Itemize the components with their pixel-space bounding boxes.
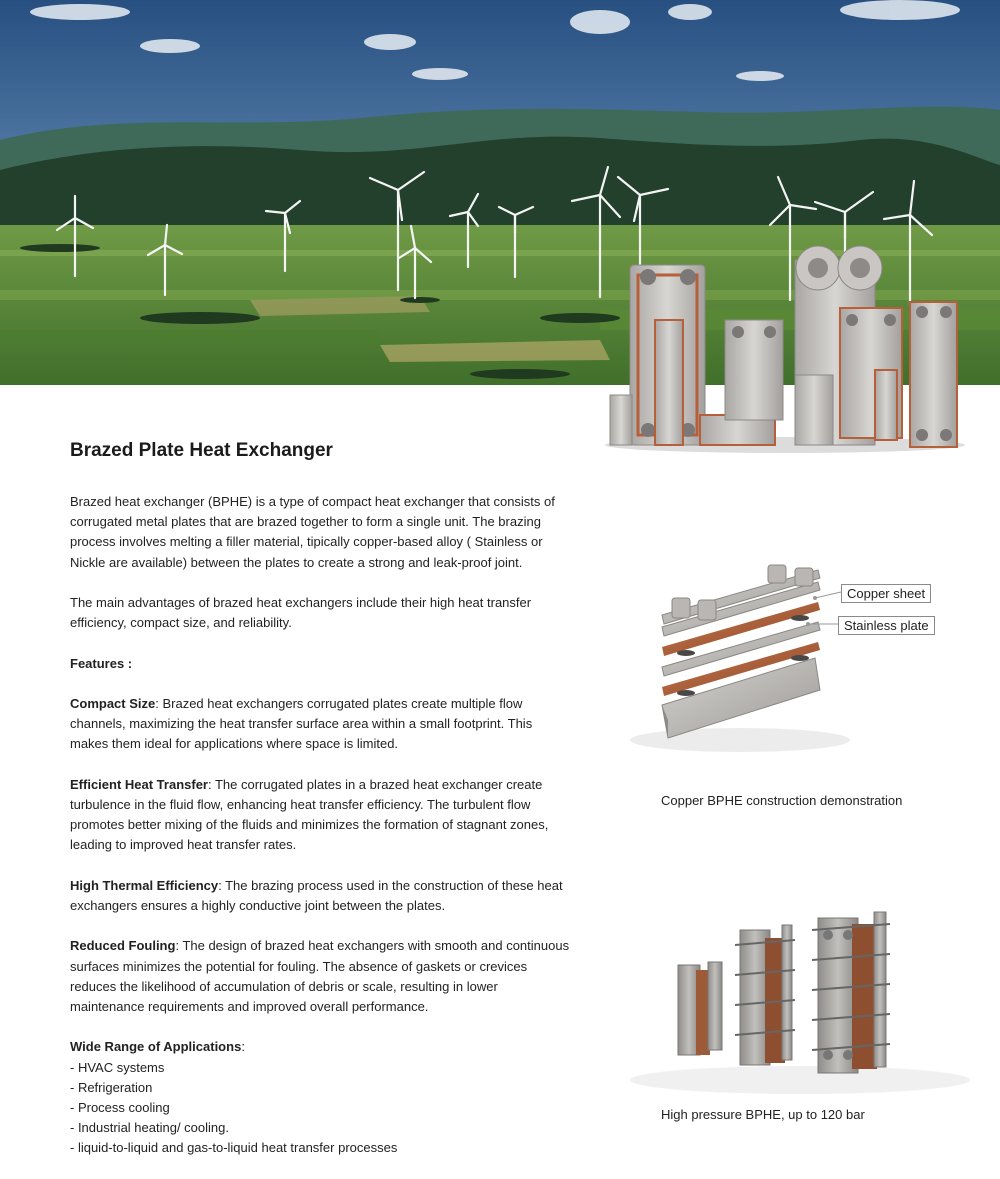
feature-high-thermal-efficiency bbox=[70, 876, 570, 916]
construction-caption: Copper BPHE construction demonstration bbox=[661, 793, 903, 808]
applications-heading: Wide Range of Applications: bbox=[70, 1039, 245, 1055]
intro-paragraph: Brazed heat exchanger (BPHE) is a type of compact heat exchanger that consists of corrugated metal plates that are brazed together to form a single unit. The brazing process involves melting a filler material, tipically copper-based alloy ( Stainless or Nickle are available) between the plates to create a strong and leak-proof joint. bbox=[70, 494, 555, 570]
feature-text: : The brazing process used in the construction of these heat exchangers ensures a highly conductive joint between the plates. bbox=[70, 877, 563, 913]
feature-text: : The design of brazed heat exchangers with smooth and continuous surfaces minimizes the potential for fouling. The absence of gaskets or crevices reduces the likelihood of accumulation of debris or scale, resulting in lower maintenance requirements and improved overall performance. bbox=[70, 938, 570, 1014]
feature-compact-size bbox=[70, 694, 570, 755]
list-item: - HVAC systems bbox=[70, 1059, 165, 1075]
stainless-plate-label: Stainless plate bbox=[838, 616, 935, 635]
list-item: - Industrial heating/ cooling. bbox=[70, 1120, 229, 1136]
feature-name: Compact Size bbox=[70, 695, 156, 711]
list-item: - Process cooling bbox=[70, 1099, 170, 1115]
page-title: Brazed Plate Heat Exchanger bbox=[70, 440, 333, 461]
feature-name: Reduced Fouling bbox=[70, 938, 176, 954]
high-pressure-figure bbox=[600, 890, 980, 1110]
feature-name: Efficient Heat Transfer bbox=[70, 776, 208, 792]
feature-text: : Brazed heat exchangers corrugated plates create multiple flow channels, maximizing the heat transfer surface area within a small footprint. This makes them ideal for applications where space is limited. bbox=[70, 695, 533, 752]
feature-efficient-heat-transfer bbox=[70, 775, 570, 856]
feature-text: : The corrugated plates in a brazed heat exchanger create turbulence in the fluid flow, enhancing heat transfer efficiency. The turbulent flow promotes better mixing of the fluids and minimizes the formation of stagnant zones, leading to improved heat transfer rates. bbox=[70, 776, 549, 853]
products-image bbox=[600, 240, 970, 455]
article-body bbox=[70, 492, 570, 1159]
copper-sheet-label: Copper sheet bbox=[841, 584, 931, 603]
features-heading: Features : bbox=[70, 655, 133, 671]
feature-name: High Thermal Efficiency bbox=[70, 877, 219, 893]
list-item: - liquid-to-liquid and gas-to-liquid heat transfer processes bbox=[70, 1140, 398, 1156]
construction-figure bbox=[600, 540, 980, 780]
high-pressure-caption: High pressure BPHE, up to 120 bar bbox=[661, 1107, 865, 1122]
advantages-paragraph: The main advantages of brazed heat exchangers include their high heat transfer efficiency, compact size, and reliability. bbox=[70, 595, 532, 631]
list-item: - Refrigeration bbox=[70, 1079, 153, 1095]
feature-reduced-fouling bbox=[70, 936, 570, 1017]
applications-list bbox=[70, 1058, 570, 1159]
